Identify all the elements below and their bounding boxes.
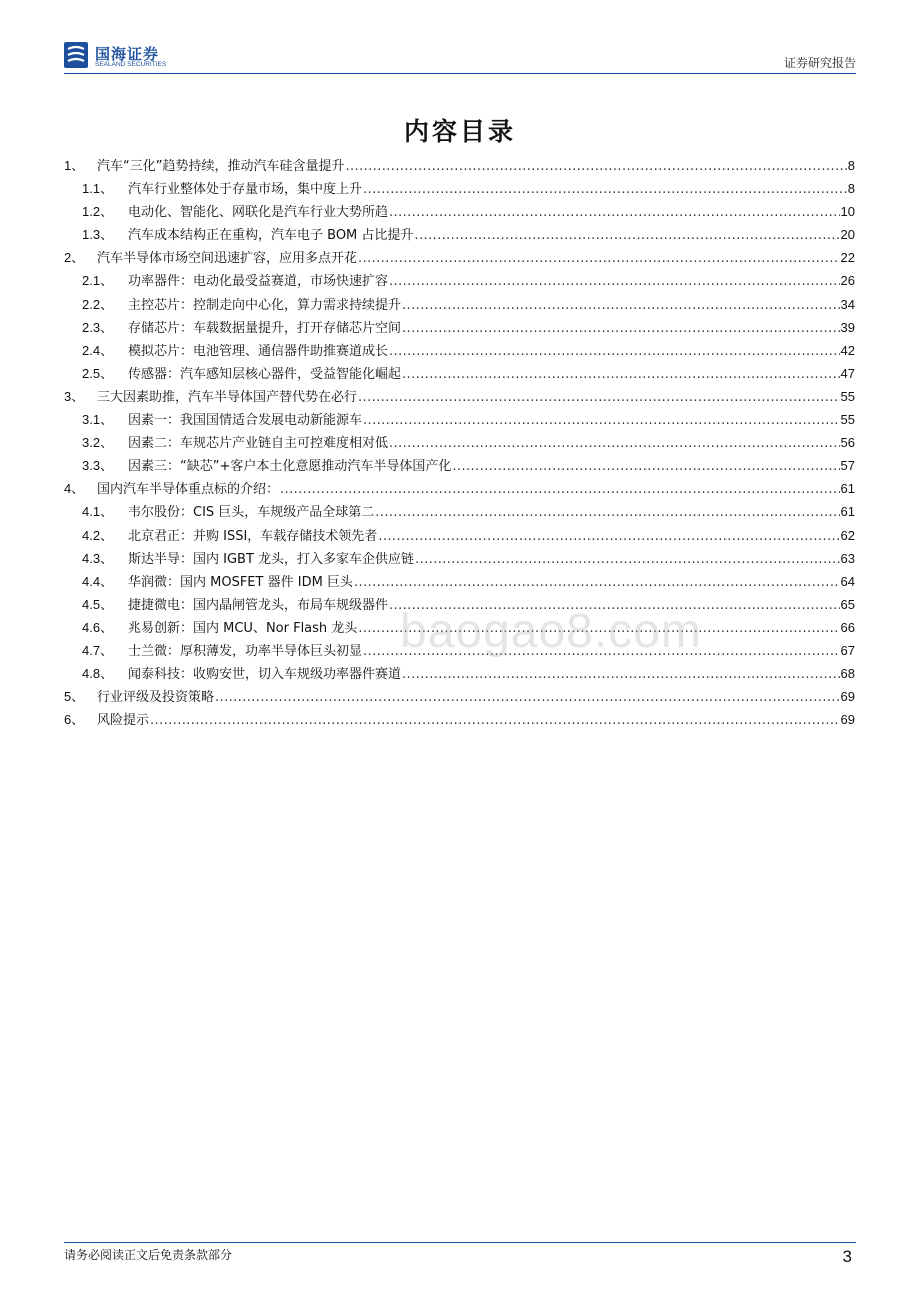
toc-entry-page: 66 <box>840 619 855 635</box>
toc-entry-title: 士兰微：厚积薄发，功率半导体巨头初显 <box>128 643 363 659</box>
toc-entry-number: 1.1、 <box>82 181 114 197</box>
toc-entry-number: 4.7、 <box>82 642 114 658</box>
toc-entry-title: 兆易创新：国内 MCU、Nor Flash 龙头 <box>128 620 358 636</box>
toc-dot-leader <box>452 455 839 478</box>
toc-entry-number: 6、 <box>64 712 85 728</box>
toc-entry[interactable] <box>64 685 855 708</box>
toc-entry-page: 34 <box>840 296 855 312</box>
toc-dot-leader <box>402 363 840 386</box>
page-number: 3 <box>842 1247 852 1266</box>
company-logo <box>64 42 184 72</box>
toc-entry-number: 1.2、 <box>82 204 114 220</box>
toc-entry-page: 57 <box>840 458 855 474</box>
toc-entry-number: 4.2、 <box>82 527 114 543</box>
toc-entry-title: 功率器件：电动化最受益赛道，市场快速扩容 <box>128 274 389 290</box>
toc-entry[interactable] <box>64 362 855 385</box>
toc-entry-number: 4.8、 <box>82 666 114 682</box>
toc-entry-title: 华润微：国内 MOSFET 器件 IDM 巨头 <box>128 574 353 590</box>
toc-entry-number: 1.3、 <box>82 227 114 243</box>
toc-entry[interactable] <box>64 154 855 177</box>
footer-disclaimer: 请务必阅读正文后免责条款部分 <box>64 1248 233 1262</box>
toc-entry-title: 汽车半导体市场空间迅速扩容，应用多点开花 <box>97 251 358 267</box>
toc-entry-number: 4.5、 <box>82 596 114 612</box>
toc-entry-title: 主控芯片：控制走向中心化，算力需求持续提升 <box>128 297 402 313</box>
toc-entry-number: 2.4、 <box>82 342 114 358</box>
header-divider <box>64 73 856 74</box>
toc-entry-page: 22 <box>840 250 855 266</box>
toc-entry[interactable] <box>64 431 855 454</box>
toc-entry-number: 4.4、 <box>82 573 114 589</box>
toc-dot-leader <box>358 386 840 409</box>
toc-entry-number: 2.5、 <box>82 365 114 381</box>
toc-entry-page: 61 <box>840 504 855 520</box>
toc-entry-number: 2.1、 <box>82 273 114 289</box>
toc-dot-leader <box>389 201 840 224</box>
toc-entry[interactable] <box>64 547 855 570</box>
toc-entry-page: 20 <box>840 227 855 243</box>
toc-entry-page: 68 <box>840 666 855 682</box>
toc-entry-number: 1、 <box>64 158 85 173</box>
toc-entry-page: 63 <box>840 550 855 566</box>
toc-dot-leader <box>363 178 847 201</box>
toc-entry[interactable] <box>64 524 855 547</box>
toc-entry-title: 存储芯片：车载数据量提升，打开存储芯片空间 <box>128 320 402 336</box>
brand-name-cn: 国海证券 <box>95 45 160 63</box>
toc-entry[interactable] <box>64 339 855 362</box>
toc-entry-title: 传感器：汽车感知层核心器件，受益智能化崛起 <box>128 366 402 382</box>
page-header <box>0 0 920 80</box>
sealand-logo-icon <box>64 42 88 68</box>
toc-dot-leader <box>215 686 840 709</box>
toc-entry[interactable] <box>64 477 855 500</box>
toc-entry[interactable] <box>64 454 855 477</box>
toc-entry-page: 42 <box>840 342 855 358</box>
toc-entry-number: 2.2、 <box>82 296 114 312</box>
toc-entry-title: 因素一：我国国情适合发展电动新能源车 <box>128 413 363 429</box>
toc-entry-page: 8 <box>847 158 855 173</box>
toc-dot-leader <box>402 663 840 686</box>
toc-entry-number: 2.3、 <box>82 319 114 335</box>
toc-entry-page: 26 <box>840 273 855 289</box>
toc-dot-leader <box>389 432 840 455</box>
toc-entry-number: 3.3、 <box>82 458 114 474</box>
toc-entry-title: 风险提示 <box>97 713 150 729</box>
toc-dot-leader <box>345 155 846 178</box>
toc-entry-title: 汽车行业整体处于存量市场，集中度上升 <box>128 182 363 198</box>
toc-entry-title: 国内汽车半导体重点标的介绍： <box>97 482 280 498</box>
toc-entry[interactable] <box>64 316 855 339</box>
toc-entry-page: 67 <box>840 642 855 658</box>
toc-entry-page: 65 <box>840 596 855 612</box>
toc-entry-title: 行业评级及投资策略 <box>97 690 215 706</box>
toc-entry-number: 2、 <box>64 250 85 266</box>
toc-dot-leader <box>389 340 840 363</box>
toc-entry[interactable] <box>64 500 855 523</box>
toc-dot-leader <box>375 501 839 524</box>
toc-entry-title: 斯达半导：国内 IGBT 龙头，打入多家车企供应链 <box>128 551 415 567</box>
toc-dot-leader <box>389 270 840 293</box>
toc-entry-page: 64 <box>840 573 855 589</box>
toc-entry-title: 模拟芯片：电池管理、通信器件助推赛道成长 <box>128 343 389 359</box>
report-type-label: 证券研究报告 <box>783 56 856 70</box>
toc-entry[interactable] <box>64 385 855 408</box>
toc-entry-number: 4.3、 <box>82 550 114 566</box>
toc-entry-number: 5、 <box>64 689 85 705</box>
toc-dot-leader <box>402 294 840 317</box>
toc-dot-leader <box>363 409 840 432</box>
toc-entry-title: 捷捷微电：国内晶闸管龙头，布局车规级器件 <box>128 597 389 613</box>
toc-entry[interactable] <box>64 223 855 246</box>
toc-entry[interactable] <box>64 293 855 316</box>
toc-entry[interactable] <box>64 570 855 593</box>
toc-entry-page: 61 <box>840 481 855 497</box>
toc-entry-page: 56 <box>840 435 855 451</box>
page-title: 内容目录 <box>403 117 516 146</box>
toc-entry-page: 55 <box>840 412 855 428</box>
toc-entry-number: 3.1、 <box>82 412 114 428</box>
toc-entry-title: 汽车成本结构正在重构，汽车电子 BOM 占比提升 <box>128 228 414 244</box>
toc-entry[interactable] <box>64 408 855 431</box>
toc-entry-title: 电动化、智能化、网联化是汽车行业大势所趋 <box>128 205 389 221</box>
toc-entry-page: 55 <box>840 388 855 404</box>
toc-entry-number: 4.1、 <box>82 504 114 520</box>
toc-dot-leader <box>150 709 840 732</box>
toc-entry-title: 北京君正：并购 ISSI，车载存储技术领先者 <box>128 528 378 544</box>
toc-entry-title: 汽车“三化”趋势持续，推动汽车硅含量提升 <box>97 159 345 174</box>
toc-dot-leader <box>415 548 839 571</box>
watermark: baogao8.com <box>400 605 702 658</box>
toc-entry-number: 4.6、 <box>82 619 114 635</box>
toc-entry-page: 39 <box>840 319 855 335</box>
toc-entry-page: 69 <box>840 689 855 705</box>
toc-entry-title: 因素二：车规芯片产业链自主可控难度相对低 <box>128 436 389 452</box>
toc-entry[interactable] <box>64 662 855 685</box>
toc-entry-title: 三大因素助推，汽车半导体国产替代势在必行 <box>97 389 358 405</box>
toc-entry-page: 69 <box>840 712 855 728</box>
toc-dot-leader <box>280 478 840 501</box>
brand-name-en: SEALAND SECURITIES <box>95 61 167 68</box>
toc-entry-title: 闻泰科技：收购安世，切入车规级功率器件赛道 <box>128 667 402 683</box>
toc-entry[interactable] <box>64 708 855 731</box>
toc-entry[interactable] <box>64 246 855 269</box>
toc-entry-title: 因素三：“缺芯”+客户本土化意愿推动汽车半导体国产化 <box>128 459 452 475</box>
toc-dot-leader <box>402 317 840 340</box>
toc-entry-page: 8 <box>847 181 855 197</box>
toc-dot-leader <box>354 571 840 594</box>
toc-dot-leader <box>378 525 839 548</box>
toc-entry[interactable] <box>64 269 855 292</box>
toc-entry-number: 3.2、 <box>82 435 114 451</box>
toc-entry[interactable] <box>64 200 855 223</box>
toc-entry-number: 4、 <box>64 481 85 497</box>
toc-entry-page: 10 <box>840 204 855 220</box>
toc-entry-number: 3、 <box>64 388 85 404</box>
toc-dot-leader <box>358 247 840 270</box>
toc-entry-page: 62 <box>840 527 855 543</box>
toc-entry-title: 韦尔股份：CIS 巨头，车规级产品全球第二 <box>128 505 375 521</box>
toc-entry-page: 47 <box>840 365 855 381</box>
footer-divider <box>64 1242 856 1243</box>
toc-entry[interactable] <box>64 177 855 200</box>
toc-dot-leader <box>414 224 839 247</box>
